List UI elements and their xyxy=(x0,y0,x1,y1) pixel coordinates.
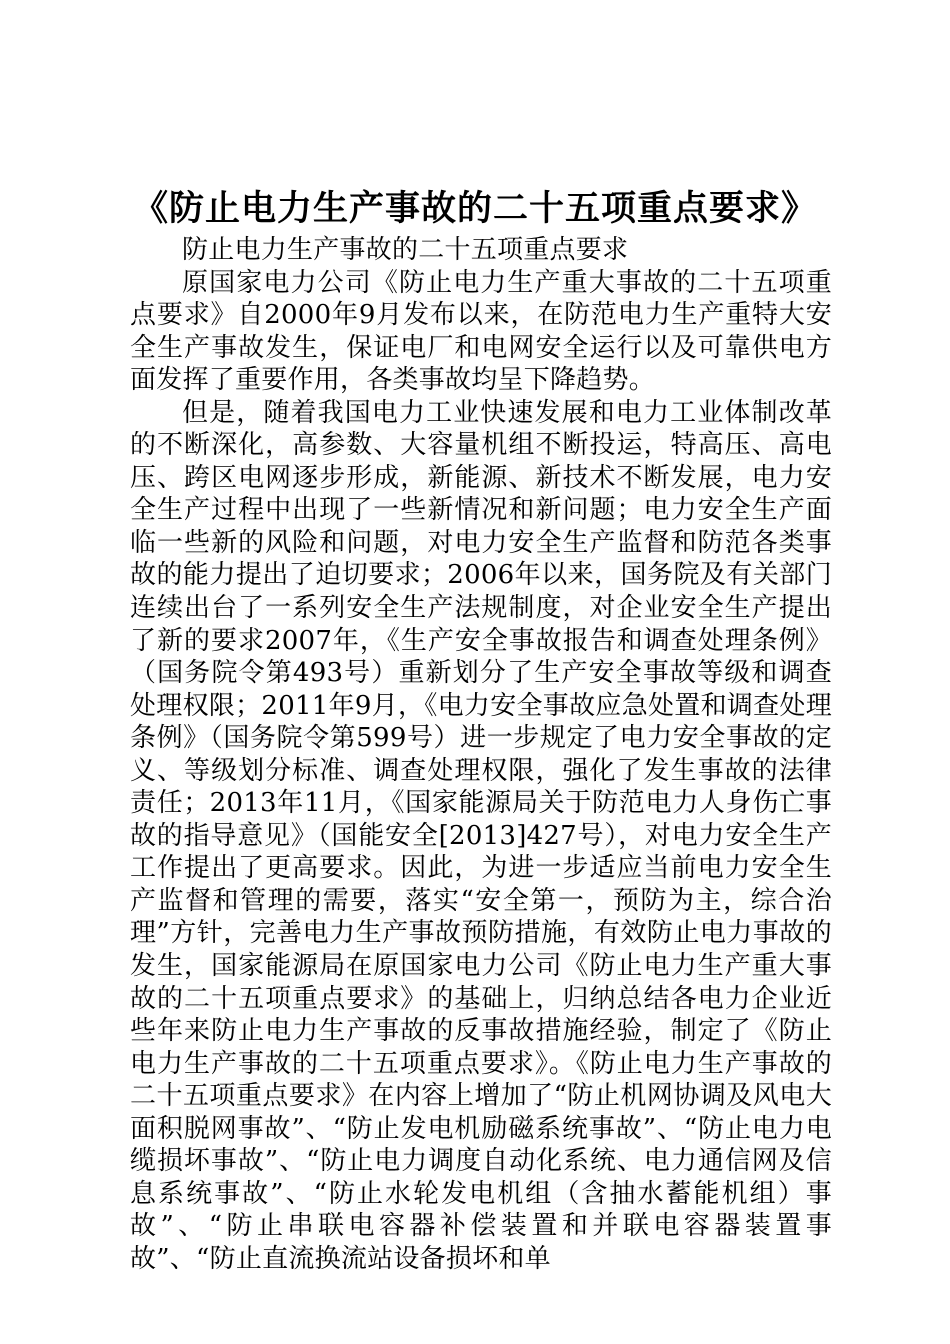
document-body xyxy=(130,234,832,1276)
paragraph-subtitle: 防止电力生产事故的二十五项重点要求 xyxy=(182,235,629,265)
paragraph-main: 但是，随着我国电力工业快速发展和电力工业体制改革的不断深化，高参数、大容量机组不断投运，特高压、高电压、跨区电网逐步形成，新能源、新技术不断发展，电力安全生产过程中出现了一些新情况和新问题；电力安全生产面临一些新的风险和问题，对电力安全生产监督和防范各类事故的能力提出了迫切要求；2006年以来，国务院及有关部门连续出台了一系列安全生产法规制度，对企业安全生产提出了新的要求2007年，《生产安全事故报告和调查处理条例》（国务院令第493号）重新划分了生产安全事故等级和调查处理权限；2011年9月，《电力安全事故应急处置和调查处理条例》（国务院令第599号）进一步规定了电力安全事故的定义、等级划分标准、调查处理权限，强化了发生事故的法律责任；2013年11月，《国家能源局关于防范电力人身伤亡事故的指导意见》（国能安全[2013]427号），对电力安全生产工作提出了更高要求。因此，为进一步适应当前电力安全生产监督和管理的需要，落实“安全第一，预防为主，综合治理”方针，完善电力生产事故预防措施，有效防止电力事故的发生，国家能源局在原国家电力公司《防止电力生产重大事故的二十五项重点要求》的基础上，归纳总结各电力企业近些年来防止电力生产事故的反事故措施经验，制定了《防止电力生产事故的二十五项重点要求》。《防止电力生产事故的二十五项重点要求》在内容上增加了“防止机网协调及风电大面积脱网事故”、“防止发电机励磁系统事故”、“防止电力电缆损坏事故”、“防止电力调度自动化系统、电力通信网及信息系统事故”、“防止水轮发电机组（含抽水蓄能机组）事故”、“防止串联电容器补偿装置和并联电容器装置事故”、“防止直流换流站设备损坏和单 xyxy=(130,397,832,1274)
paragraph-background: 原国家电力公司《防止电力生产重大事故的二十五项重点要求》自2000年9月发布以来，在防范电力生产重特大安全生产事故发生，保证电厂和电网安全运行以及可靠供电方面发挥了重要作用，各类事故均呈下降趋势。 xyxy=(130,267,832,396)
document-title: 《防止电力生产事故的二十五项重点要求》 xyxy=(132,189,817,229)
